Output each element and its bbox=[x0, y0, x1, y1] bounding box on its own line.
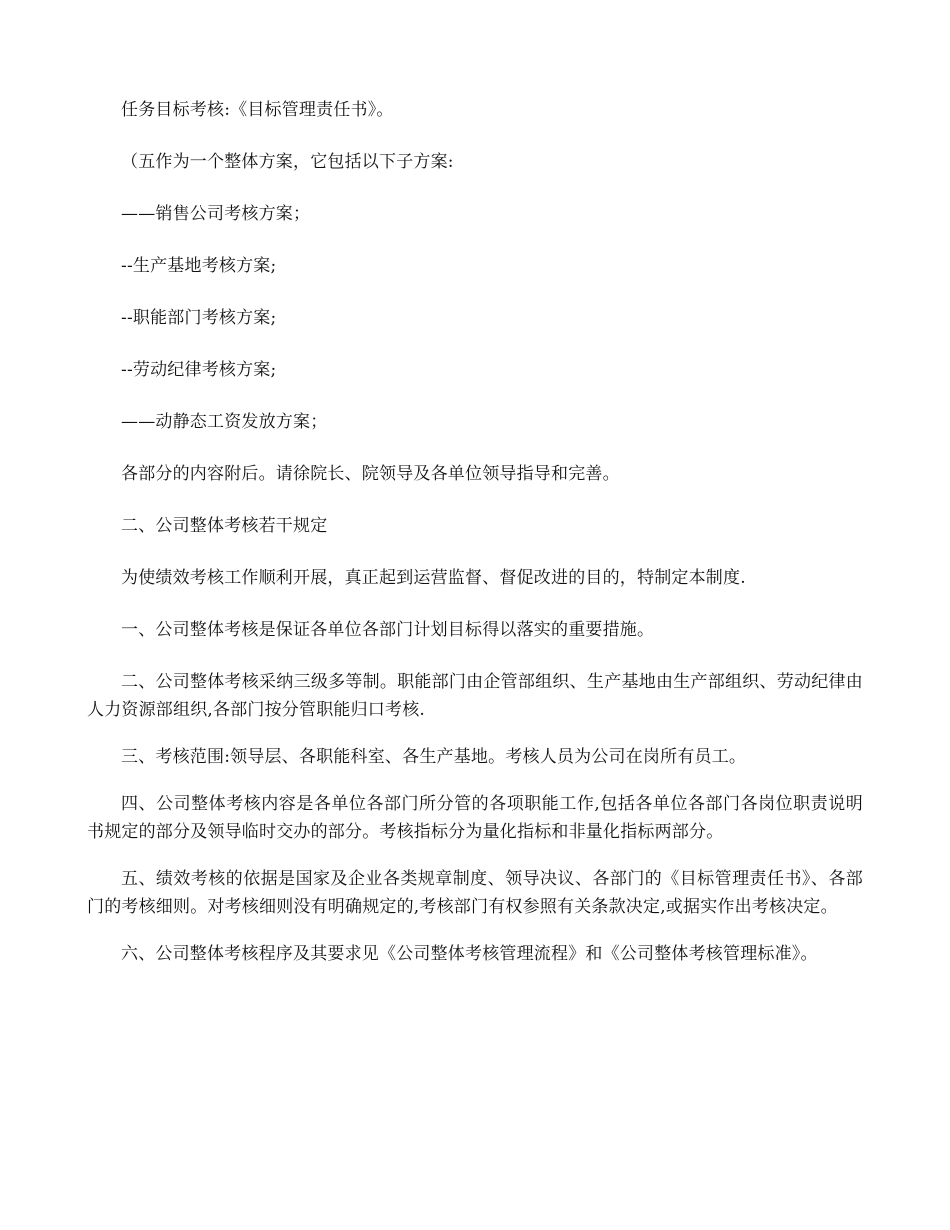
paragraph-task-target: 任务目标考核:《目标管理责任书》。 bbox=[121, 100, 394, 120]
paragraph-appendix-note: 各部分的内容附后。请徐院长、院领导及各单位领导指导和完善。 bbox=[121, 464, 620, 484]
paragraph-sub-plans-intro: （五作为一个整体方案，它包括以下子方案: bbox=[121, 152, 454, 172]
paragraph-rule-5: 五、绩效考核的依据是国家及企业各类规章制度、领导决议、各部门的《目标管理责任书》、各部门的考核细则。对考核细则没有明确规定的,考核部门有权参照有关条款决定,或据实作出考核决定。 bbox=[87, 869, 863, 917]
paragraph-rule-2: 二、公司整体考核采纳三级多等制。职能部门由企管部组织、生产基地由生产部组织、劳动纪律由人力资源部组织,各部门按分管职能归口考核. bbox=[87, 672, 863, 720]
paragraph-rule-3: 三、考核范围:领导层、各职能科室、各生产基地。考核人员为公司在岗所有员工。 bbox=[121, 747, 747, 767]
list-item-production-plan: --生产基地考核方案; bbox=[121, 256, 277, 276]
list-item-salary-plan: ——动静态工资发放方案； bbox=[121, 412, 328, 432]
list-item-functional-plan: --职能部门考核方案; bbox=[121, 308, 277, 328]
paragraph-rule-4: 四、公司整体考核内容是各单位各部门所分管的各项职能工作,包括各单位各部门各岗位职责说明书规定的部分及领导临时交办的部分。考核指标分为量化指标和非量化指标两部分。 bbox=[87, 794, 863, 842]
paragraph-rule-6: 六、公司整体考核程序及其要求见《公司整体考核管理流程》和《公司整体考核管理标准》。 bbox=[121, 944, 818, 964]
section-heading-regulations: 二、公司整体考核若干规定 bbox=[121, 516, 328, 536]
paragraph-purpose: 为使绩效考核工作顺利开展，真正起到运营监督、督促改进的目的，特制定本制度. bbox=[121, 568, 746, 588]
list-item-sales-plan: ——销售公司考核方案； bbox=[121, 204, 311, 224]
paragraph-rule-1: 一、公司整体考核是保证各单位各部门计划目标得以落实的重要措施。 bbox=[121, 620, 655, 640]
list-item-discipline-plan: --劳动纪律考核方案; bbox=[121, 360, 277, 380]
document-body bbox=[87, 96, 863, 968]
